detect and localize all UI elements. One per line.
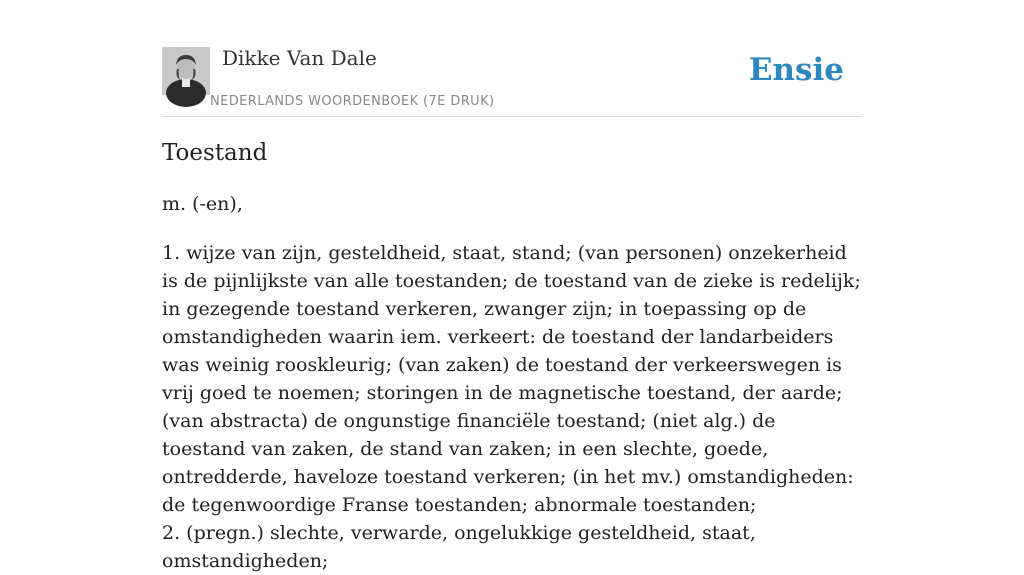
entry-title: Toestand <box>162 140 268 166</box>
sense-2: 2. (pregn.) slechte, verwarde, ongelukkige gesteldheid, staat, omstandigheden; <box>162 522 756 572</box>
ensie-logo[interactable]: Ensie <box>748 52 844 88</box>
author-avatar[interactable] <box>162 47 210 95</box>
definition <box>162 239 862 575</box>
grammar-info: m. (-en), <box>162 193 243 215</box>
portrait-image <box>162 47 210 95</box>
sense-1: 1. wijze van zijn, gesteldheid, staat, stand; (van personen) onzekerheid is de pijnlijkste van alle toestanden; de toestand van de zieke is redelijk; in gezegende toestand verkeren, zwanger zijn; in toepassing op de omstandigheden waarin iem. verkeert: de toestand der landarbeiders was weinig rooskleurig; (van zaken) de toestand der verkeerswegen is vrij goed te noemen; storingen in de magnetische toestand, der aarde; (van abstracta) de ongunstige financiële toestand; (niet alg.) de toestand van zaken, de stand van zaken; in een slechte, goede, ontredderde, haveloze toestand verkeren; (in het mv.) omstandigheden: de tegenwoordige Franse toestanden; abnormale toestanden; <box>162 242 861 516</box>
header <box>162 44 862 117</box>
source-label: NEDERLANDS WOORDENBOEK (7E DRUK) <box>210 94 495 109</box>
author-name[interactable]: Dikke Van Dale <box>222 46 377 70</box>
